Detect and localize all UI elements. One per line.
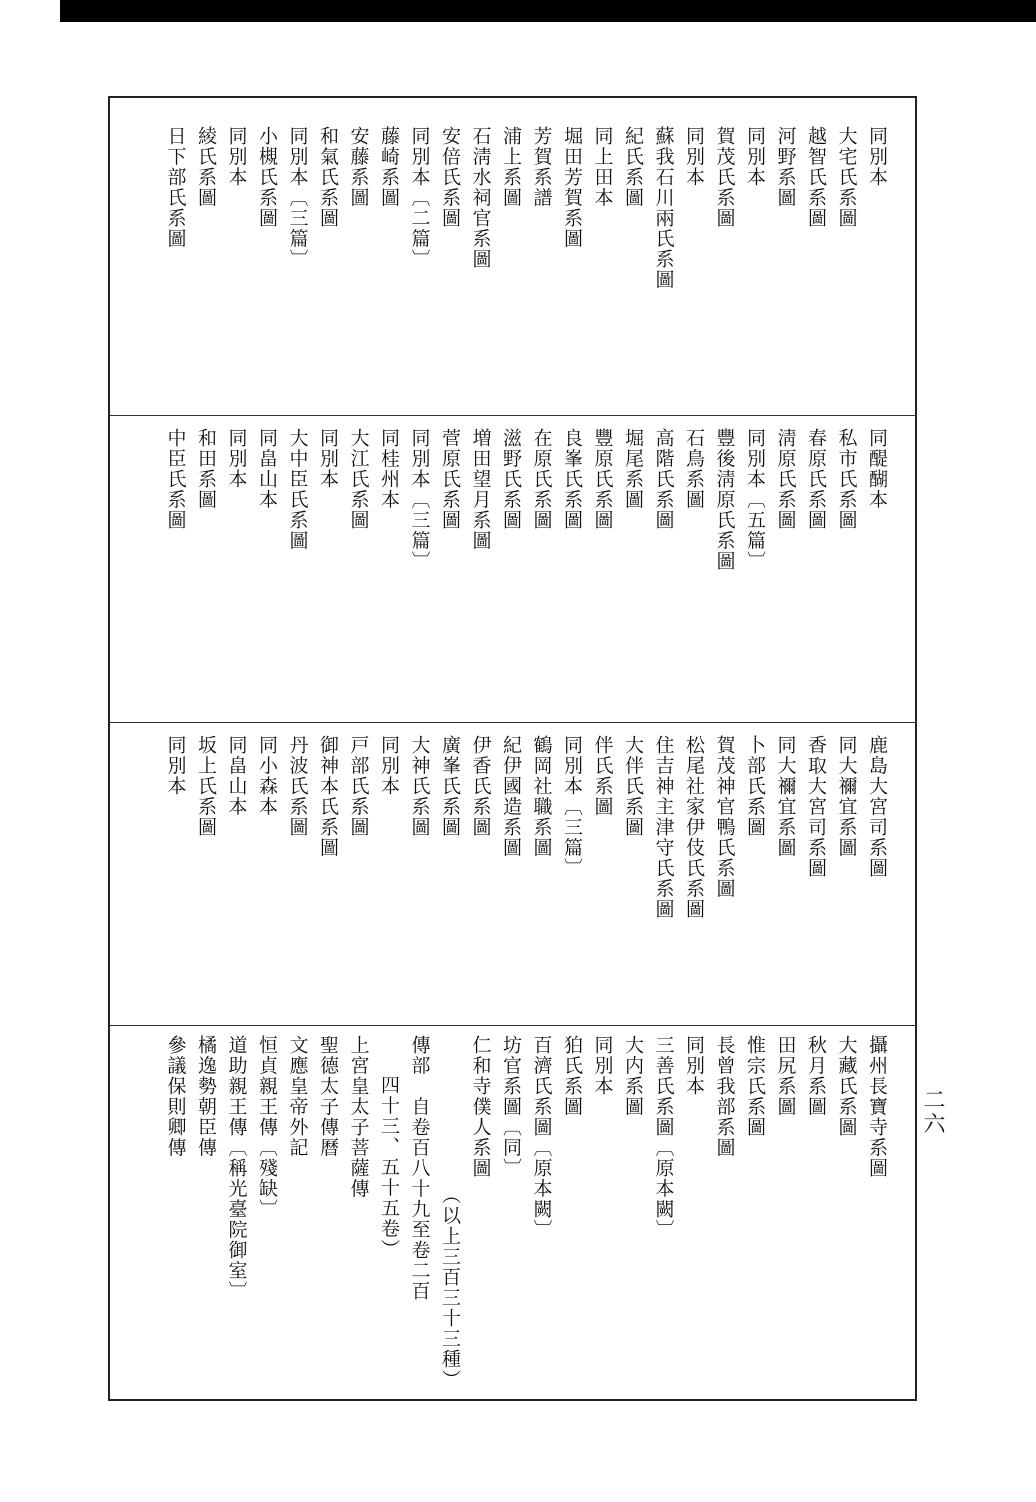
catalog-entry: 住吉神主津守氏系圖 <box>652 735 675 920</box>
catalog-entry: 賀茂氏系圖 <box>713 126 736 229</box>
catalog-entry: 淸原氏系圖 <box>774 428 797 531</box>
catalog-entry: 在原氏系圖 <box>530 428 553 531</box>
catalog-entry: 同別本 <box>317 428 339 490</box>
catalog-entry: 大内系圖 <box>622 1035 644 1117</box>
catalog-entry: 越智氏系圖 <box>805 126 827 229</box>
catalog-entry: 百濟氏系圖〔原本闕〕 <box>530 1035 553 1240</box>
catalog-entry: 惟宗氏系圖 <box>744 1035 766 1138</box>
catalog-entry: 攝州長寶寺系圖 <box>866 1035 888 1179</box>
catalog-entry: 坊官系圖〔同〕 <box>500 1035 522 1179</box>
catalog-entry: 同小森本 <box>256 735 278 817</box>
catalog-entry: 道助親王傳〔稱光臺院御室〕 <box>225 1035 248 1302</box>
catalog-entry: 石淸水祠官系圖 <box>469 126 492 270</box>
catalog-entry: 上宮皇太子菩薩傳 <box>347 1035 370 1199</box>
catalog-entry: 豐後淸原氏系圖 <box>713 428 736 572</box>
catalog-entry: 大宅氏系圖 <box>835 126 858 229</box>
catalog-entry: 同別本 <box>225 428 248 490</box>
catalog-entry: 滋野氏系圖 <box>500 428 522 531</box>
catalog-entry: 和氣氏系圖 <box>317 126 339 229</box>
catalog-entry: 同別本〔三篇〕 <box>408 428 431 572</box>
catalog-entry: 伴氏系圖 <box>591 735 614 817</box>
catalog-entry: 増田望月系圖 <box>469 428 492 551</box>
catalog-entry: 同別本〔二篇〕 <box>408 126 431 270</box>
catalog-entry: 芳賀系譜 <box>530 126 553 208</box>
catalog-entry: （以上三百三十三種） <box>439 1185 461 1390</box>
catalog-entry: 春原氏系圖 <box>805 428 827 531</box>
catalog-entry: 松尾社家伊伎氏系圖 <box>683 735 705 920</box>
catalog-entry: 卜部氏系圖 <box>744 735 766 838</box>
catalog-entry: 參議保則卿傳 <box>164 1035 187 1158</box>
catalog-entry: 丹波氏系圖 <box>286 735 309 838</box>
catalog-entry: 伊香氏系圖 <box>469 735 492 838</box>
section-divider <box>110 1025 916 1026</box>
catalog-entry: 鶴岡社職系圖 <box>530 735 553 858</box>
catalog-entry: 賀茂神官鴨氏系圖 <box>713 735 736 899</box>
catalog-entry: 文應皇帝外記 <box>286 1035 309 1158</box>
catalog-entry: 堀尾系圖 <box>622 428 644 510</box>
catalog-entry: 香取大宮司系圖 <box>805 735 827 879</box>
catalog-entry: 恒貞親王傳〔殘缺〕 <box>256 1035 278 1220</box>
catalog-entry: 大藏氏系圖 <box>835 1035 858 1138</box>
catalog-entry: 同別本 <box>683 126 705 188</box>
catalog-entry: 三善氏系圖〔原本闕〕 <box>652 1035 675 1240</box>
catalog-entry: 同別本 <box>225 126 248 188</box>
catalog-entry: 安倍氏系圖 <box>439 126 461 229</box>
catalog-entry: 豐原氏系圖 <box>591 428 614 531</box>
catalog-entry: 大江氏系圖 <box>347 428 370 531</box>
catalog-entry: 日下部氏系圖 <box>164 126 187 249</box>
catalog-entry: 坂上氏系圖 <box>195 735 217 838</box>
catalog-entry: 同畠山本 <box>256 428 278 510</box>
catalog-entry: 私市氏系圖 <box>835 428 858 531</box>
catalog-entry: 仁和寺僕人系圖 <box>469 1035 492 1179</box>
catalog-entry: 戸部氏系圖 <box>347 735 370 838</box>
catalog-entry: 石鳥系圖 <box>683 428 705 510</box>
catalog-entry: 四十三、五十五卷） <box>378 1075 400 1260</box>
catalog-entry: 菅原氏系圖 <box>439 428 461 531</box>
catalog-entry: 聖德太子傳曆 <box>317 1035 339 1158</box>
catalog-entry: 同別本〔三篇〕 <box>561 735 583 879</box>
catalog-entry: 同別本 <box>744 126 766 188</box>
catalog-entry: 紀氏系圖 <box>622 126 644 208</box>
catalog-entry: 同大禰宜系圖 <box>774 735 797 858</box>
catalog-entry: 同醍醐本 <box>866 428 888 510</box>
catalog-entry: 同別本 <box>683 1035 705 1097</box>
catalog-entry: 小槻氏系圖 <box>256 126 278 229</box>
catalog-entry: 堀田芳賀系圖 <box>561 126 583 249</box>
catalog-entry: 大中臣氏系圖 <box>286 428 309 551</box>
catalog-entry: 狛氏系圖 <box>561 1035 583 1117</box>
scan-edge-bar <box>60 0 1036 22</box>
catalog-entry: 中臣氏系圖 <box>164 428 187 531</box>
catalog-entry: 良峯氏系圖 <box>561 428 583 531</box>
catalog-entry: 同別本 <box>591 1035 614 1097</box>
catalog-entry: 長曾我部系圖 <box>713 1035 736 1158</box>
catalog-entry: 同別本〔五篇〕 <box>744 428 766 572</box>
catalog-entry: 橘逸勢朝臣傳 <box>195 1035 217 1158</box>
page-number: 二六 <box>920 1088 945 1136</box>
section-divider <box>110 415 916 416</box>
catalog-entry: 同大禰宜系圖 <box>835 735 858 858</box>
catalog-entry: 河野系圖 <box>774 126 797 208</box>
catalog-entry: 御神本氏系圖 <box>317 735 339 858</box>
catalog-entry: 田尻系圖 <box>774 1035 797 1117</box>
catalog-entry: 傳部 自卷百八十九至卷二百 <box>408 1035 431 1302</box>
catalog-entry: 蘇我石川兩氏系圖 <box>652 126 675 290</box>
catalog-entry: 秋月系圖 <box>805 1035 827 1117</box>
catalog-entry: 大伴氏系圖 <box>622 735 644 838</box>
catalog-entry: 同別本〔三篇〕 <box>286 126 309 270</box>
catalog-entry: 同桂州本 <box>378 428 400 510</box>
catalog-entry: 高階氏系圖 <box>652 428 675 531</box>
catalog-entry: 綾氏系圖 <box>195 126 217 208</box>
catalog-entry: 同別本 <box>378 735 400 797</box>
catalog-entry: 和田系圖 <box>195 428 217 510</box>
catalog-entry: 同畠山本 <box>225 735 248 817</box>
catalog-entry: 浦上系圖 <box>500 126 522 208</box>
section-divider <box>110 722 916 723</box>
catalog-entry: 藤崎系圖 <box>378 126 400 208</box>
catalog-entry: 同別本 <box>866 126 888 188</box>
catalog-entry: 大神氏系圖 <box>408 735 431 838</box>
catalog-entry: 紀伊國造系圖 <box>500 735 522 858</box>
catalog-entry: 安藤系圖 <box>347 126 370 208</box>
catalog-entry: 同別本 <box>164 735 187 797</box>
catalog-entry: 鹿島大宮司系圖 <box>866 735 888 879</box>
catalog-entry: 廣峯氏系圖 <box>439 735 461 838</box>
catalog-entry: 同上田本 <box>591 126 614 208</box>
